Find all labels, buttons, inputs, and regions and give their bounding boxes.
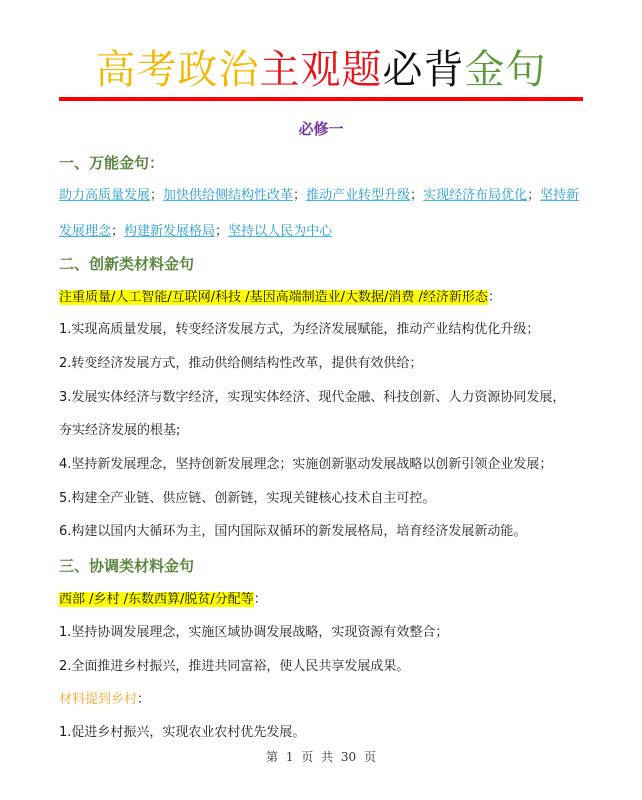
title-part-4: 金句 [464, 47, 547, 93]
section-2-item-3-cont: 夯实经济发展的根基; [59, 423, 181, 438]
title-part-1: 高考政治 [95, 47, 260, 93]
title-part-3: 必背 [382, 47, 465, 93]
section-2-item-6: 6.构建以国内大循环为主，国内国际双循环的新发展格局，培育经济发展新动能。 [59, 524, 527, 539]
section-3-keywords [59, 590, 267, 610]
link-industrial-upgrade[interactable]: 推动产业转型升级 [306, 188, 411, 203]
section-3-sub-label [59, 690, 150, 710]
link-new-development-pattern[interactable]: 构建新发展格局 [124, 224, 216, 239]
keywords-colon: ： [487, 290, 501, 305]
highlighted-keywords: 注重质量/人工智能/互联网/科技 /基因高端制造业/大数据/消费 /经济新形态 [59, 290, 488, 305]
section-3-item-2: 2.全面推进乡村振兴，推进共同富裕，使人民共享发展成果。 [59, 659, 410, 674]
title-divider [59, 97, 583, 101]
document-subtitle: 必修一 [298, 120, 344, 138]
sub-label-text: 材料提到乡村 [59, 692, 138, 707]
section-2-item-3: 3.发展实体经济与数字经济，实现实体经济、现代金融、科技创新、人力资源协同发展， [59, 390, 566, 405]
link-supply-side-reform[interactable]: 加快供给侧结构性改革 [163, 188, 294, 203]
separator: ； [527, 188, 541, 203]
link-economic-layout[interactable]: 实现经济布局优化 [423, 188, 528, 203]
section-2-keywords [59, 288, 501, 308]
separator: ； [293, 188, 307, 203]
link-people-centered[interactable]: 坚持以人民为中心 [228, 224, 333, 239]
section-1-links [59, 178, 589, 250]
separator: ； [111, 224, 125, 239]
section-2-item-4: 4.坚持新发展理念，坚持创新发展理念；实施创新驱动发展战略以创新引领企业发展； [59, 457, 553, 472]
section-3-sub-item-1: 1.促进乡村振兴，实现农业农村优先发展。 [59, 725, 306, 740]
separator: ； [215, 224, 229, 239]
link-high-quality-development[interactable]: 助力高质量发展 [59, 188, 151, 203]
keywords-colon: ： [253, 592, 267, 607]
section-1-heading: 一、万能金句： [59, 154, 165, 172]
page-footer: 第 1 页 共 30 页 [266, 750, 376, 764]
title-part-2: 主观题 [259, 47, 383, 93]
section-3-item-1: 1.坚持协调发展理念，实施区域协调发展战略，实现资源有效整合； [59, 625, 449, 640]
link-new-development-concept[interactable]: 坚持新发展理念 [59, 188, 580, 239]
separator: ； [410, 188, 424, 203]
document-title [0, 44, 642, 96]
section-2-item-5: 5.构建全产业链、供应链、创新链，实现关键核心技术自主可控。 [59, 491, 436, 506]
highlighted-keywords: 西部 /乡村 /东数西算/脱贫/分配等 [59, 592, 254, 607]
section-2-item-1: 1.实现高质量发展，转变经济发展方式，为经济发展赋能，推动产业结构优化升级； [59, 322, 540, 337]
section-3-heading: 三、协调类材料金句 [59, 557, 195, 575]
sub-label-colon: ： [137, 692, 151, 707]
section-2-item-2: 2.转变经济发展方式，推动供给侧结构性改革，提供有效供给； [59, 356, 423, 371]
section-2-heading: 二、创新类材料金句 [59, 255, 195, 273]
separator: ； [150, 188, 164, 203]
